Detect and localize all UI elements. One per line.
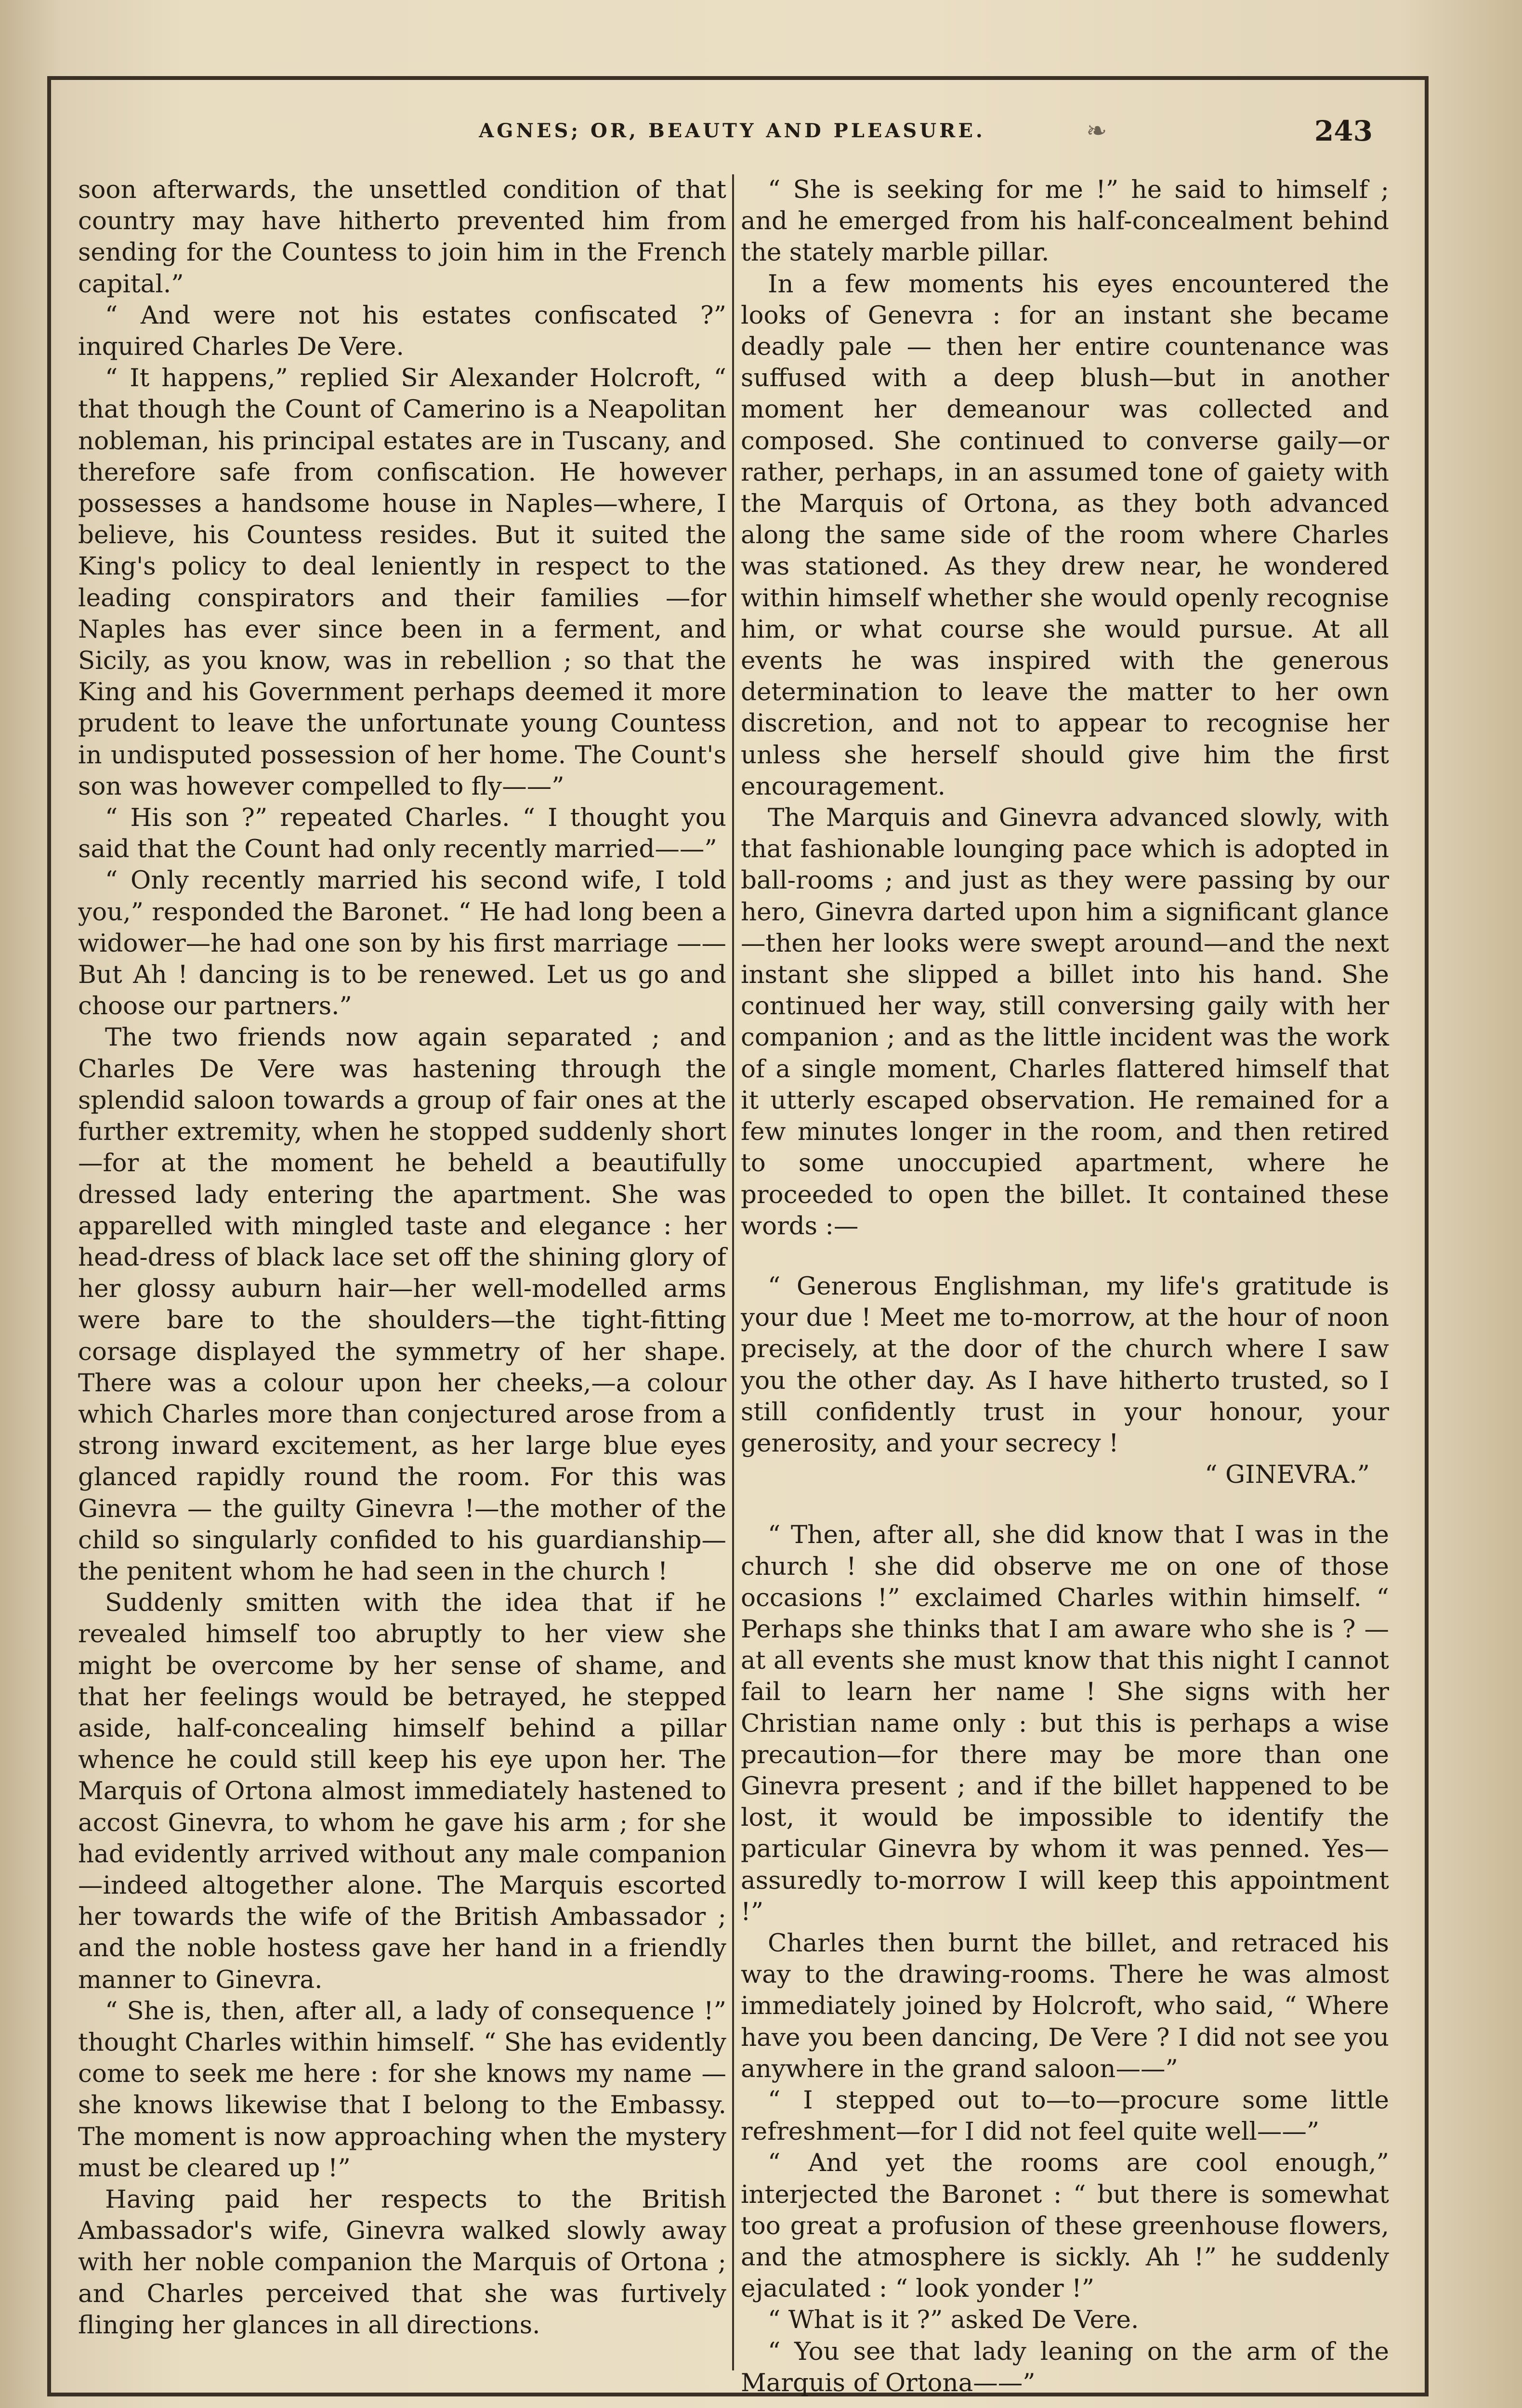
- paragraph: “ I stepped out to—to—procure some little refreshment—for I did not feel quite well——”: [741, 2085, 1389, 2146]
- paragraph: Charles then burnt the billet, and retraced his way to the drawing-rooms. There he was almost immediately joined by Holcroft, who said, “ Where have you been dancing, De Vere ? I did not see you anywhere in the grand saloon——”: [741, 1928, 1389, 2083]
- paragraph: “ What is it ?” asked De Vere.: [768, 2305, 1139, 2335]
- paragraph: The Marquis and Ginevra advanced slowly, with that fashionable lounging pace which is adopted in ball-rooms ; and just as they were passing by our hero, Ginevra darted upon him a significant glance —then her looks were swept around—and the next instant she slipped a billet into his hand. She continued her way, still conversing gaily with her companion ; and as the little incident was the work of a single moment, Charles flattered himself that it utterly escaped observation. He remained for a few minutes longer in the room, and then retired to some unoccupied apartment, where he proceeded to open the billet. It contained these words :—: [741, 803, 1389, 1241]
- paragraph: Suddenly smitten with the idea that if he revealed himself too abruptly to her view she might be overcome by her sense of shame, and that her feelings would be betrayed, he stepped aside, half-concealing himself behind a pillar whence he could still keep his eye upon her. The Marquis of Ortona almost immediately hastened to accost Ginevra, to whom he gave his arm ; for she had evidently arrived without any male companion—indeed altogether alone. The Marquis escorted her towards the wife of the British Ambassador ; and the noble hostess gave her hand in a friendly manner to Ginevra.: [78, 1588, 726, 1994]
- paragraph: “ And yet the rooms are cool enough,” interjected the Baronet : “ but there is somewhat too great a profusion of these greenhouse flowers, and the atmosphere is sickly. Ah !” he suddenly ejaculated : “ look yonder !”: [741, 2148, 1389, 2303]
- letter-text: “ Generous Englishman, my life's gratitude is your due ! Meet me to-morrow, at the hour of noon precisely, at the door of the church where I saw you the other day. As I have hitherto trusted, so I still confidently trust in your honour, your generosity, and your secrecy !: [741, 1271, 1389, 1458]
- ornament-icon: ❧: [1086, 117, 1107, 145]
- paragraph: The two friends now again separated ; and Charles De Vere was hastening through the splendid saloon towards a group of fair ones at the further extremity, when he stopped suddenly short—for at the moment he beheld a beautifully dressed lady entering the apartment. She was apparelled with mingled taste and elegance : her head-dress of black lace set off the shining glory of her glossy auburn hair—her well-modelled arms were bare to the shoulders—the tight-fitting corsage displayed the symmetry of her shape. There was a colour upon her cheeks,—a colour which Charles more than conjectured arose from a strong inward excitement, as her large blue eyes glanced rapidly round the room. For this was Ginevra — the guilty Ginevra !—the mother of the child so singularly confided to his guardianship—the penitent whom he had seen in the church !: [78, 1023, 726, 1586]
- right-column: [741, 174, 1389, 2397]
- letter-signature: “ GINEVRA.”: [1205, 1460, 1370, 1490]
- paragraph: “ His son ?” repeated Charles. “ I thought you said that the Count had only recently married——”: [78, 803, 726, 864]
- page-number: 243: [1314, 115, 1373, 147]
- paragraph: “ Then, after all, she did know that I was in the church ! she did observe me on one of those occasions !” exclaimed Charles within himself. “ Perhaps she thinks that I am aware who she is ? —at all events she must know that this night I cannot fail to learn her name ! She signs with her Christian name only : but this is perhaps a wise precaution—for there may be more than one Ginevra present ; and if the billet happened to be lost, it would be impossible to identify the particular Ginevra by whom it was penned. Yes—assuredly to-morrow I will keep this appointment !”: [741, 1520, 1389, 1926]
- paragraph: In a few moments his eyes encountered the looks of Genevra : for an instant she became deadly pale — then her entire countenance was suffused with a deep blush—but in another moment her demeanour was collected and composed. She continued to converse gaily—or rather, perhaps, in an assumed tone of gaiety with the Marquis of Ortona, as they both advanced along the same side of the room where Charles was stationed. As they drew near, he wondered within himself whether she would openly recognise him, or what course she would pursue. At all events he was inspired with the generous determination to leave the matter to her own discretion, and not to appear to recognise her unless she herself should give him the first encouragement.: [741, 269, 1389, 801]
- paragraph: “ Only recently married his second wife, I told you,” responded the Baronet. “ He had long been a widower—he had one son by his first marriage ——But Ah ! dancing is to be renewed. Let us go and choose our partners.”: [78, 866, 726, 1021]
- paragraph: “ And were not his estates confiscated ?” inquired Charles De Vere.: [78, 301, 726, 362]
- running-title: AGNES; OR, BEAUTY AND PLEASURE.: [479, 119, 985, 142]
- page-header: [72, 115, 1392, 158]
- column-divider: [732, 174, 734, 2370]
- paragraph: “ It happens,” replied Sir Alexander Holcroft, “ that though the Count of Camerino is a Neapolitan nobleman, his principal estates are in Tuscany, and therefore safe from confiscation. He however possesses a handsome house in Naples—where, I believe, his Countess resides. But it suited the King's policy to deal leniently in respect to the leading conspirators and their families —for Naples has ever since been in a ferment, and Sicily, as you know, was in rebellion ; so that the King and his Government perhaps deemed it more prudent to leave the unfortunate young Countess in undisputed possession of her home. The Count's son was however compelled to fly——”: [78, 364, 726, 801]
- paragraph: soon afterwards, the unsettled condition of that country may have hitherto prevented him from sending for the Countess to join him in the French capital.”: [78, 175, 726, 299]
- paragraph: “ She is, then, after all, a lady of consequence !” thought Charles within himself. “ She has evidently come to seek me here : for she knows my name — she knows likewise that I belong to the Embassy. The moment is now approaching when the mystery must be cleared up !”: [78, 1996, 726, 2183]
- paragraph: “ You see that lady leaning on the arm of the Marquis of Ortona——”: [741, 2337, 1389, 2397]
- paragraph: “ She is seeking for me !” he said to himself ; and he emerged from his half-concealment behind the stately marble pillar.: [741, 175, 1389, 267]
- paragraph: Having paid her respects to the British Ambassador's wife, Ginevra walked slowly away with her noble companion the Marquis of Ortona ; and Charles perceived that she was furtively flinging her glances in all directions.: [78, 2185, 726, 2340]
- left-column: [78, 174, 726, 2370]
